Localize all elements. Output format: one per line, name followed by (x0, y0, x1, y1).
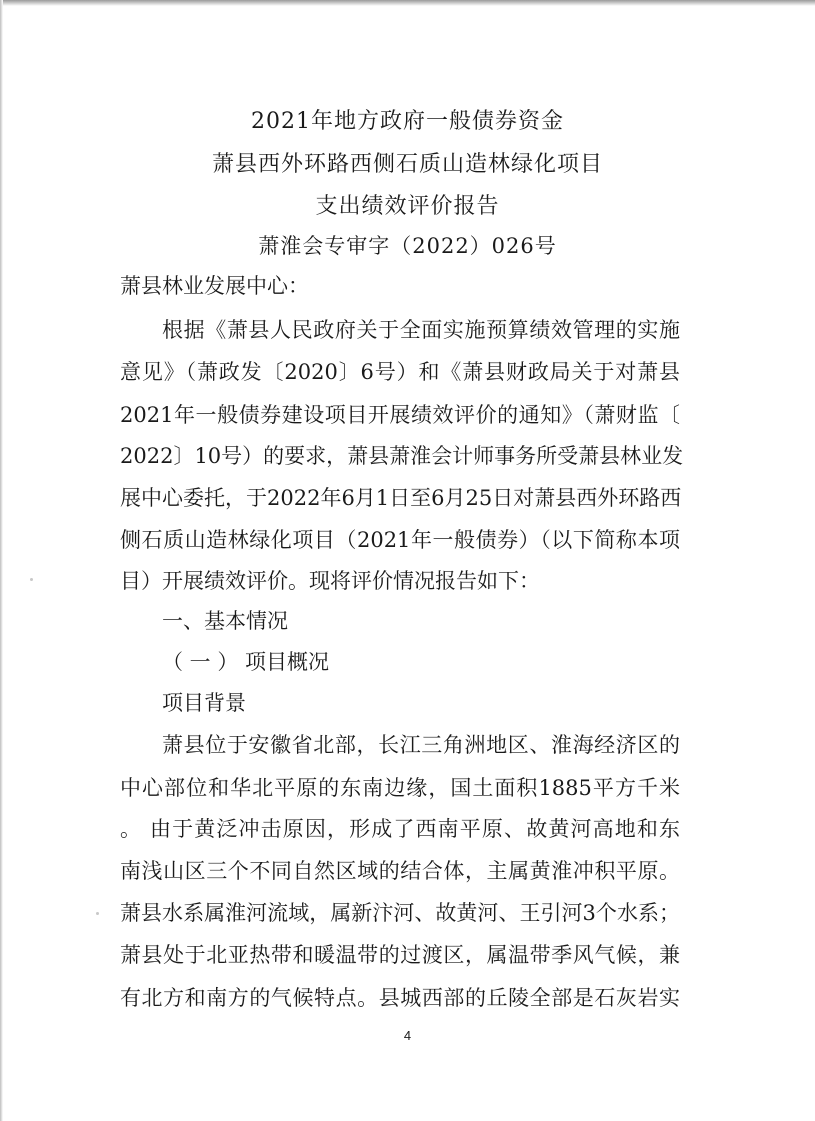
paragraph-2-line: 有北方和南方的气候特点。县城西部的丘陵全部是石灰岩实 (120, 986, 680, 1010)
paragraph-1-line: 侧石质山造林绿化项目（2021年一般债券）（以下简称本项 (120, 528, 680, 552)
subsection-heading: （ 一 ） 项目概况 (162, 650, 330, 674)
paragraph-1-line: 意见》（萧政发〔2020〕6号）和《萧县财政局关于对萧县 (120, 360, 680, 384)
report-title-line-3: 支出绩效评价报告 (315, 194, 500, 219)
paragraph-2-line: 萧县处于北亚热带和暖温带的过渡区，属温带季风气候，兼 (120, 943, 680, 967)
paragraph-2-line: 南浅山区三个不同自然区域的结合体，主属黄淮冲积平原。 (120, 859, 680, 883)
scan-speck (96, 912, 99, 915)
document-number: 萧淮会专审字（2022）026号 (258, 234, 557, 258)
paragraph-1-line: 目）开展绩效评价。现将评价情况报告如下： (120, 569, 540, 593)
paragraph-2-line: 中心部位和华北平原的东南边缘，国土面积1885平方千米 (120, 776, 680, 800)
scan-speck (30, 578, 33, 581)
paragraph-1-line: 2022〕10号）的要求，萧县萧淮会计师事务所受萧县林业发 (120, 444, 684, 468)
page-number: 4 (403, 1028, 412, 1043)
paragraph-1-line: 展中心委托，于2022年6月1日至6月25日对萧县西外环路西 (120, 486, 682, 510)
scan-edge (0, 0, 815, 6)
topic-heading: 项目背景 (162, 691, 246, 715)
paragraph-2-line: 萧县位于安徽省北部，长江三角洲地区、淮海经济区的 (162, 733, 680, 757)
paragraph-1-line: 根据《萧县人民政府关于全面实施预算绩效管理的实施 (162, 318, 680, 342)
paragraph-2-line: 。 由于黄泛冲击原因，形成了西南平原、故黄河高地和东 (120, 817, 680, 841)
report-title-line-2: 萧县西外环路西侧石质山造林绿化项目 (211, 152, 603, 177)
report-title-line-1: 2021年地方政府一般债券资金 (251, 109, 564, 134)
paragraph-2-line: 萧县水系属淮河流域，属新汴河、故黄河、王引河3个水系； (120, 901, 680, 925)
section-heading: 一、基本情况 (162, 609, 288, 633)
paragraph-1-line: 2021年一般债券建设项目开展绩效评价的通知》（萧财监〔 (120, 403, 680, 427)
addressee: 萧县林业发展中心： (120, 274, 309, 298)
